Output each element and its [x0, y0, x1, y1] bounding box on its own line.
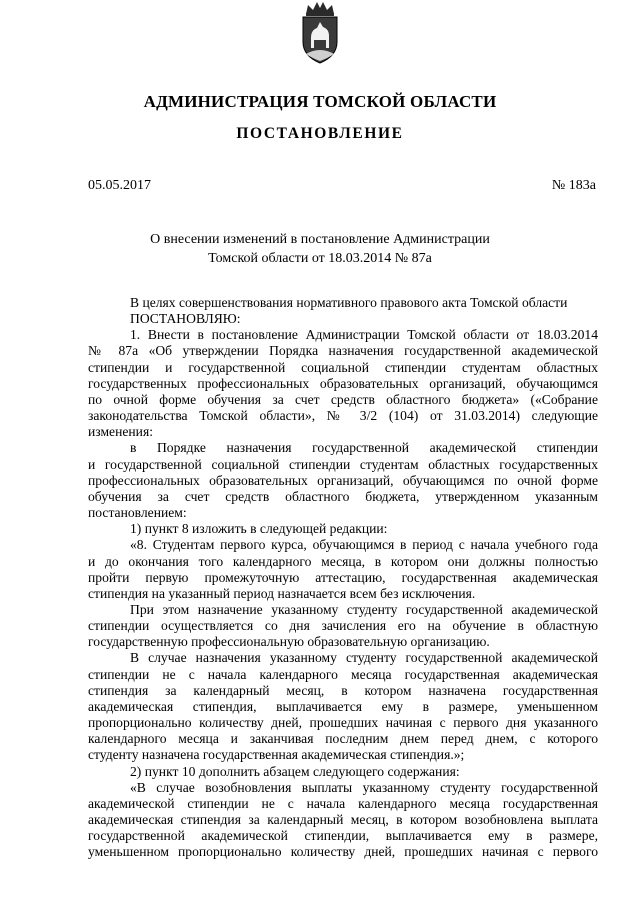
text-line: законодательства Томской области», № 3/2 (104) от 31.03.2014) следующие	[88, 408, 598, 424]
paragraph	[88, 764, 598, 780]
paragraph	[88, 440, 598, 521]
text-line: стипендии не с начала календарного месяца государственная академическая	[88, 666, 598, 682]
paragraph	[88, 327, 598, 440]
text-line: «В случае возобновления выплаты указанному студенту государственной	[130, 779, 598, 795]
paragraph	[88, 295, 598, 311]
text-line: стипендия за календарный месяц, в котором назначена государственная	[88, 682, 598, 698]
text-line: пропорционально количеству дней, прошедших начиная с первого дня указанного	[88, 715, 598, 731]
text-line: уменьшенном пропорционально количеству дней, прошедших начиная с первого	[88, 844, 598, 860]
tomsk-coat-of-arms-icon	[298, 0, 342, 66]
text-line: 2) пункт 10 дополнить абзацем следующего содержания:	[130, 763, 460, 779]
text-line: государственной академической стипендии, выплачивается ему в размере,	[88, 828, 598, 844]
text-line: ПОСТАНОВЛЯЮ:	[130, 311, 241, 327]
paragraph	[88, 650, 598, 763]
text-line: студенту назначена государственная академическая стипендия.»;	[88, 747, 465, 763]
text-line: постановлением:	[88, 505, 187, 521]
text-line: государственных профессиональных образовательных организаций, обучающимся	[88, 375, 598, 391]
paragraph	[88, 602, 598, 650]
document-date: 05.05.2017	[88, 178, 151, 193]
text-line: № 87а «Об утверждении Порядка назначения государственной академической	[88, 343, 598, 359]
document-number: № 183а	[551, 178, 596, 193]
text-line: изменения:	[88, 424, 153, 440]
date-number-line	[88, 178, 596, 194]
text-line: академическая стипендия, выплачивается ему в размере, уменьшенном	[88, 698, 598, 714]
organization-title: АДМИНИСТРАЦИЯ ТОМСКОЙ ОБЛАСТИ	[143, 92, 497, 111]
text-line: стипендии и государственной социальной стипендии студентам областных	[88, 359, 598, 375]
text-line: В целях совершенствования нормативного правового акта Томской области	[130, 295, 568, 310]
document-body	[88, 295, 598, 860]
text-line: стипендии осуществляется со дня зачисления его на обучение в областную	[88, 618, 598, 634]
document-type: ПОСТАНОВЛЕНИЕ	[236, 125, 404, 142]
text-line: и до окончания того календарного месяца, в котором они должны полностью	[88, 553, 598, 569]
text-line: 1) пункт 8 изложить в следующей редакции:	[130, 521, 388, 537]
text-line: При этом назначение указанному студенту государственной академической	[130, 601, 598, 617]
text-line: и государственной социальной стипендии студентам областных государственных	[88, 456, 598, 472]
paragraph	[88, 780, 598, 861]
text-line: по очной форме обучения за счет средств областного бюджета» («Собрание	[88, 391, 598, 407]
paragraph	[88, 311, 598, 327]
paragraph	[88, 521, 598, 537]
text-line: академической стипендии не с начала календарного месяца государственная	[88, 795, 598, 811]
text-line: пройти первую промежуточную аттестацию, государственная академическая	[88, 569, 598, 585]
text-line: «8. Студентам первого курса, обучающимся в период с начала учебного года	[130, 537, 598, 553]
text-line: календарного месяца и заканчивая последним днем перед днем, с которого	[88, 731, 598, 747]
text-line: стипендия на указанный период назначается всем без исключения.	[88, 585, 476, 601]
text-line: профессиональных образовательных организаций, обучающимся по очной форме	[88, 472, 598, 488]
text-line: в Порядке назначения государственной академической стипендии	[130, 440, 598, 456]
text-line: обучения за счет средств областного бюджета, утвержденном указанным	[88, 488, 598, 504]
subject-line: О внесении изменений в постановление Администрации	[150, 232, 490, 247]
text-line: государственную профессиональную образовательную организацию.	[88, 634, 490, 650]
text-line: академическая стипендия за календарный месяц, в котором возобновлена выплата	[88, 812, 598, 827]
subject-line: Томской области от 18.03.2014 № 87а	[208, 251, 432, 266]
text-line: В случае назначения указанному студенту государственной академической	[130, 650, 598, 666]
document-subject	[0, 230, 640, 268]
text-line: 1. Внести в постановление Администрации Томской области от 18.03.2014	[130, 327, 598, 343]
paragraph	[88, 537, 598, 602]
